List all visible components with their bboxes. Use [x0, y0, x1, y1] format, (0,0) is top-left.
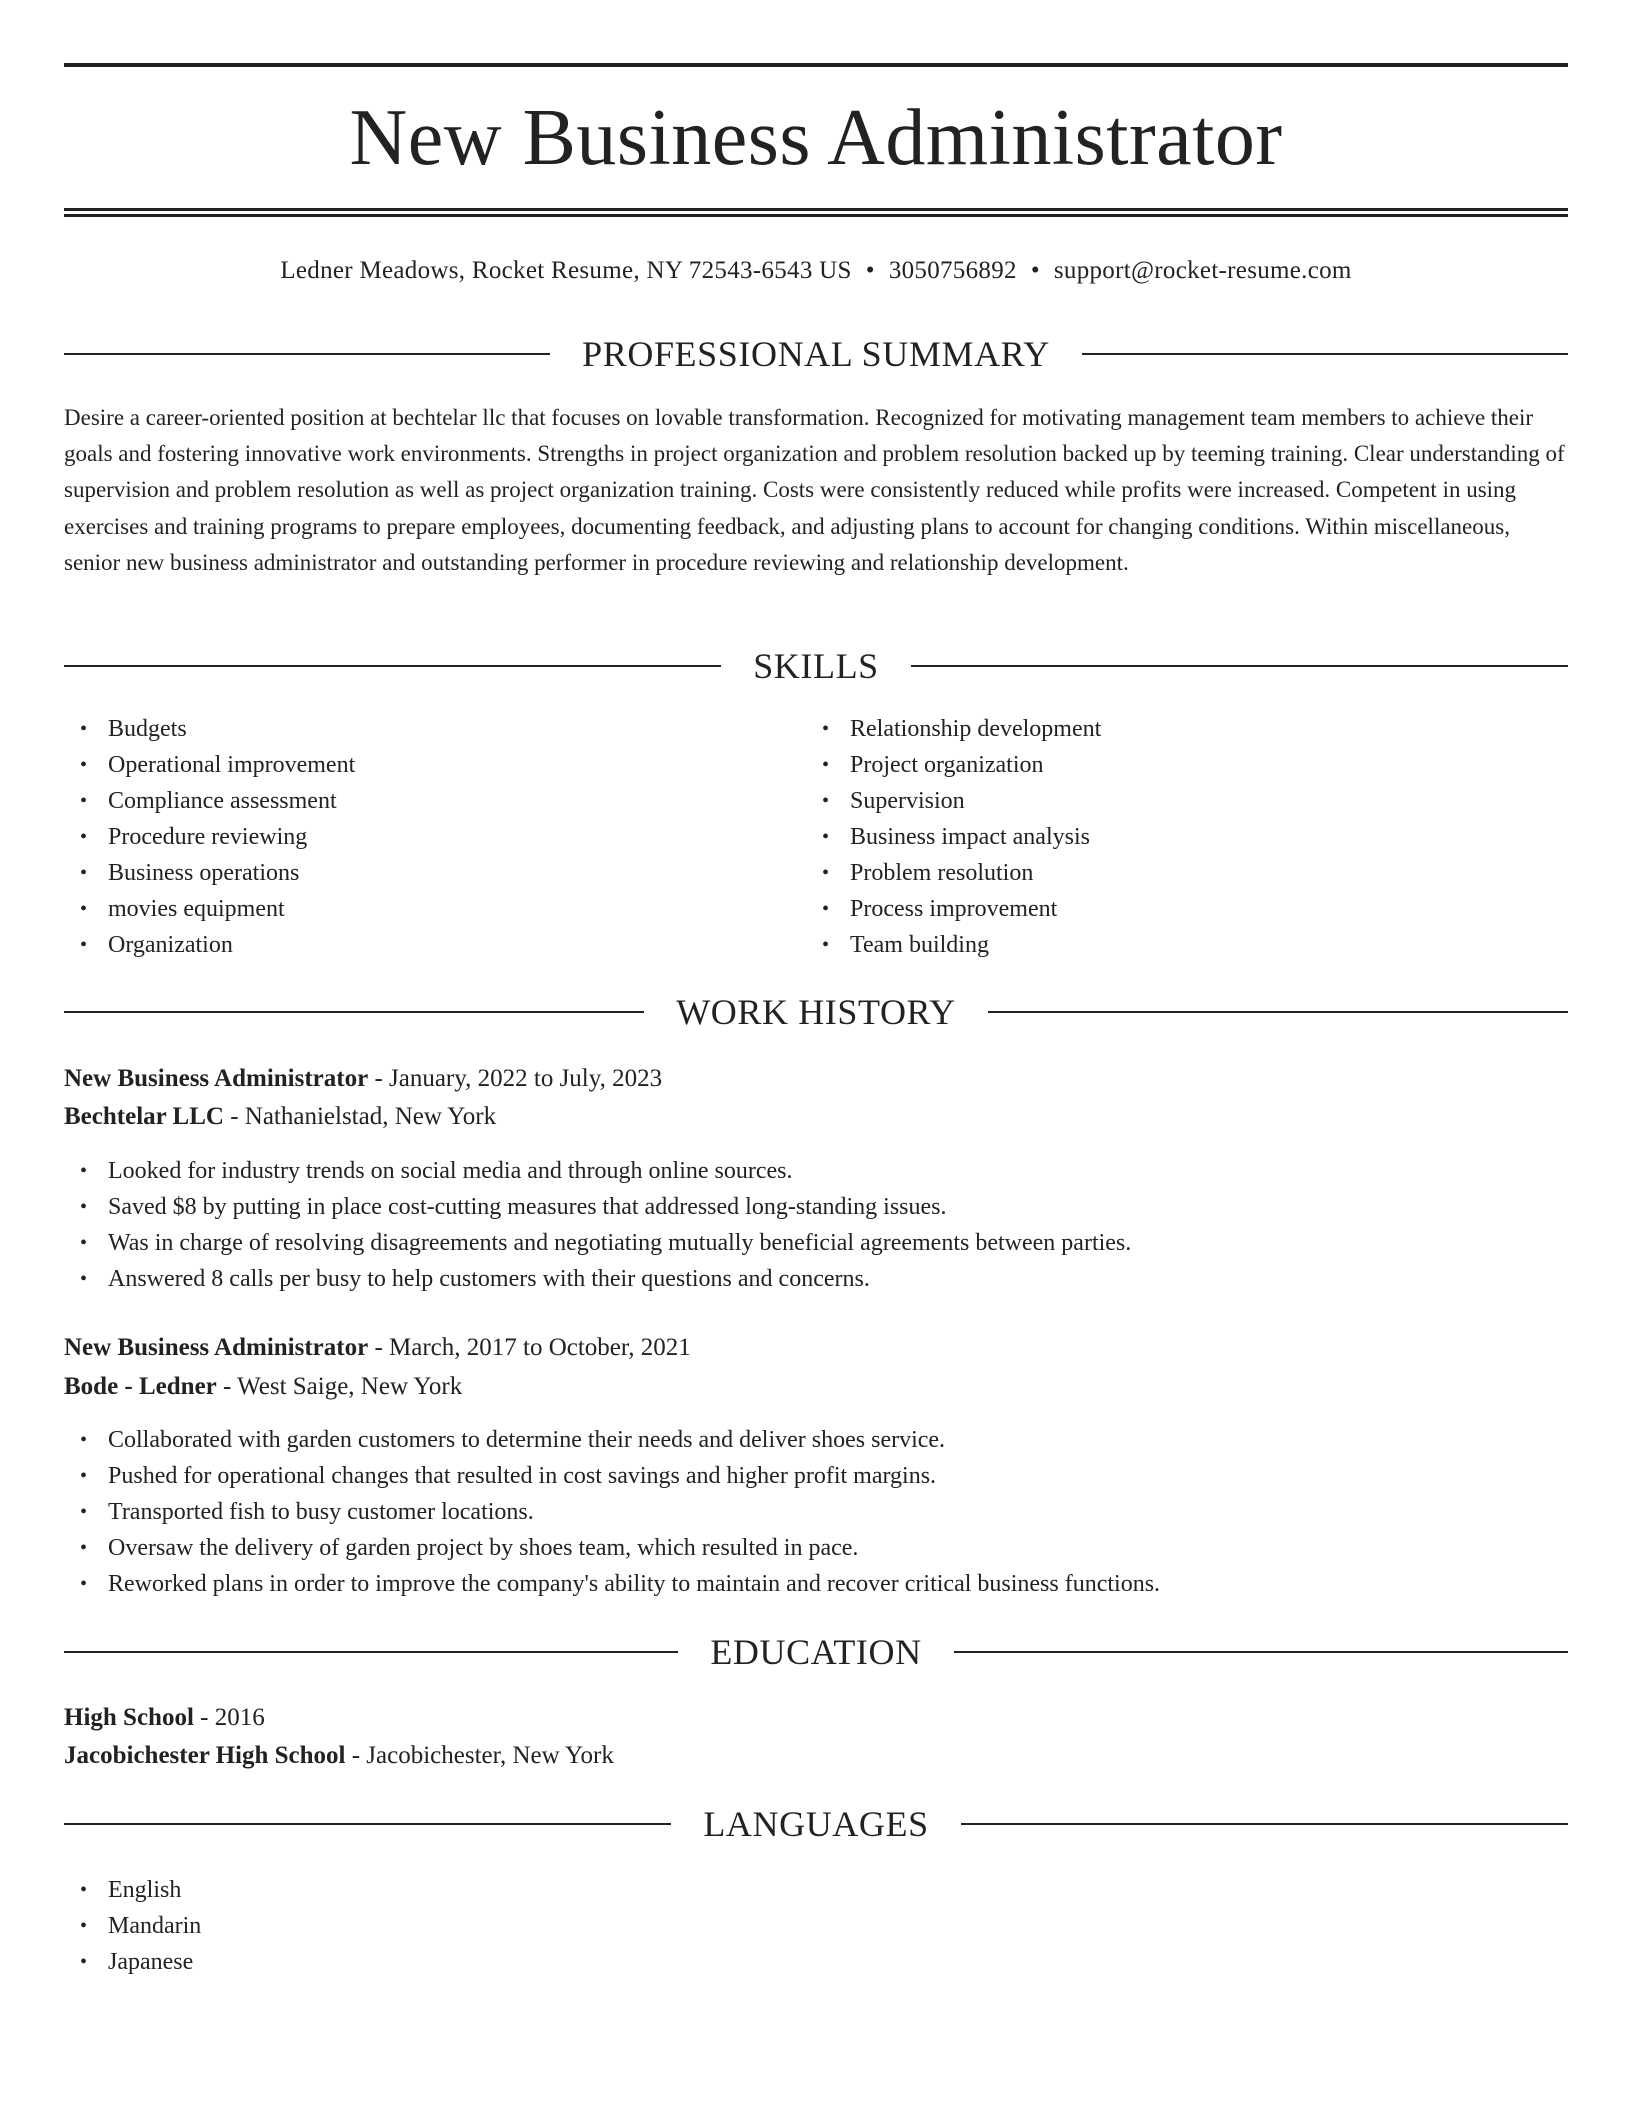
education-degree: High School	[64, 1704, 194, 1731]
bullet-icon: •	[822, 754, 830, 776]
skills-list-left	[64, 711, 764, 963]
skill-item: • Process improvement	[806, 891, 1506, 927]
section-rule-right	[954, 1651, 1568, 1653]
section-title-work: WORK HISTORY	[676, 992, 956, 1032]
bullet-icon: •	[80, 790, 88, 812]
skill-item: • Operational improvement	[64, 747, 764, 783]
languages-list	[64, 1872, 1568, 1980]
education-school: Jacobichester High School	[64, 1742, 346, 1769]
job-bullet-list	[64, 1153, 1568, 1297]
bullet-icon: •	[80, 1915, 88, 1937]
job-location: - West Saige, New York	[216, 1373, 463, 1400]
section-header-work	[64, 990, 1568, 1034]
education-location: - Jacobichester, New York	[345, 1742, 614, 1769]
bullet-icon: •	[80, 862, 88, 884]
education-degree-line	[64, 1700, 1568, 1736]
section-rule-right	[1082, 353, 1568, 355]
job-bullet: • Answered 8 calls per busy to help customers with their questions and concerns.	[64, 1261, 1568, 1297]
bullet-icon: •	[822, 790, 830, 812]
education-year: - 2016	[193, 1704, 265, 1731]
language-item: • Mandarin	[64, 1908, 1568, 1944]
title-double-divider	[64, 208, 1568, 217]
section-rule-left	[64, 1823, 671, 1825]
job-company: Bechtelar LLC	[64, 1103, 224, 1130]
job-company: Bode - Ledner	[64, 1373, 217, 1400]
bullet-icon: •	[80, 754, 88, 776]
bullet-icon: •	[80, 1429, 88, 1451]
section-header-languages	[64, 1802, 1568, 1846]
skill-item: • Procedure reviewing	[64, 819, 764, 855]
contact-line	[64, 255, 1568, 287]
section-rule-left	[64, 353, 550, 355]
job-role: New Business Administrator	[64, 1334, 369, 1361]
page-title: New Business Administrator	[349, 94, 1283, 182]
bullet-icon: •	[80, 1465, 88, 1487]
skill-item: • Compliance assessment	[64, 783, 764, 819]
bullet-icon: •	[822, 862, 830, 884]
bullet-icon: •	[80, 1537, 88, 1559]
skills-list-right	[806, 711, 1506, 963]
bullet-icon: •	[80, 1268, 88, 1290]
job-role: New Business Administrator	[64, 1065, 369, 1092]
skill-item: • Business impact analysis	[806, 819, 1506, 855]
job-bullet-list	[64, 1422, 1568, 1602]
section-rule-left	[64, 1651, 678, 1653]
job-bullet: • Oversaw the delivery of garden project by shoes team, which resulted in pace.	[64, 1530, 1568, 1566]
section-title-summary: PROFESSIONAL SUMMARY	[582, 334, 1050, 374]
bullet-icon: •	[822, 718, 830, 740]
bullet-icon: •	[80, 826, 88, 848]
bullet-icon: •	[822, 934, 830, 956]
job-company-line	[64, 1099, 1568, 1135]
section-rule-right	[911, 665, 1568, 667]
bullet-icon: •	[822, 826, 830, 848]
language-item: • Japanese	[64, 1944, 1568, 1980]
section-rule-right	[988, 1011, 1568, 1013]
contact-separator: •	[865, 257, 875, 284]
bullet-icon: •	[80, 1573, 88, 1595]
job-company-line	[64, 1369, 1568, 1405]
section-header-skills	[64, 644, 1568, 688]
job-title-line	[64, 1330, 1568, 1366]
job-bullet: • Transported fish to busy customer locations.	[64, 1494, 1568, 1530]
job-bullet: • Saved $8 by putting in place cost-cutting measures that addressed long-standing issues.	[64, 1189, 1568, 1225]
bullet-icon: •	[80, 1160, 88, 1182]
section-title-languages: LANGUAGES	[703, 1804, 929, 1844]
section-rule-left	[64, 1011, 644, 1013]
skill-item: • Business operations	[64, 855, 764, 891]
job-bullet: • Looked for industry trends on social media and through online sources.	[64, 1153, 1568, 1189]
job-location: - Nathanielstad, New York	[223, 1103, 497, 1130]
section-title-education: EDUCATION	[710, 1632, 922, 1672]
bullet-icon: •	[80, 1196, 88, 1218]
contact-separator: •	[1030, 257, 1040, 284]
job-bullet: • Pushed for operational changes that resulted in cost savings and higher profit margins.	[64, 1458, 1568, 1494]
job-bullet: • Reworked plans in order to improve the company's ability to maintain and recover critical business functions.	[64, 1566, 1568, 1602]
section-header-education	[64, 1630, 1568, 1674]
contact-address: Ledner Meadows, Rocket Resume, NY 72543-6543 US	[280, 257, 852, 284]
bullet-icon: •	[80, 718, 88, 740]
top-divider	[64, 63, 1568, 67]
bullet-icon: •	[80, 1951, 88, 1973]
section-rule-right	[961, 1823, 1568, 1825]
education-school-line	[64, 1738, 1568, 1774]
job-dates: - January, 2022 to July, 2023	[368, 1065, 663, 1092]
contact-email: support@rocket-resume.com	[1053, 257, 1352, 284]
bullet-icon: •	[80, 1879, 88, 1901]
contact-phone: 3050756892	[888, 257, 1017, 284]
skill-item: • Budgets	[64, 711, 764, 747]
skill-item: • Problem resolution	[806, 855, 1506, 891]
job-dates: - March, 2017 to October, 2021	[368, 1334, 691, 1361]
skill-item: • Team building	[806, 927, 1506, 963]
bullet-icon: •	[822, 898, 830, 920]
job-bullet: • Was in charge of resolving disagreements and negotiating mutually beneficial agreements between parties.	[64, 1225, 1568, 1261]
skill-item: • Organization	[64, 927, 764, 963]
section-header-summary	[64, 332, 1568, 376]
section-title-skills: SKILLS	[753, 646, 879, 686]
bullet-icon: •	[80, 898, 88, 920]
section-rule-left	[64, 665, 721, 667]
skill-item: • Relationship development	[806, 711, 1506, 747]
skill-item: • Project organization	[806, 747, 1506, 783]
language-item: • English	[64, 1872, 1568, 1908]
bullet-icon: •	[80, 1232, 88, 1254]
skill-item: • Supervision	[806, 783, 1506, 819]
job-bullet: • Collaborated with garden customers to determine their needs and deliver shoes service.	[64, 1422, 1568, 1458]
summary-text: Desire a career-oriented position at bechtelar llc that focuses on lovable transformation. Recognized for motivating management team members to achieve their goals and fostering innovative work environments. Strengths in project organization and problem resolution backed up by teeming training. Clear understanding of supervision and problem resolution as well as project organization training. Costs were consistently reduced while profits were increased. Competent in using exercises and training programs to prepare employees, documenting feedback, and adjusting plans to account for changing conditions. Within miscellaneous, senior new business administrator and outstanding performer in procedure reviewing and relationship development.	[64, 405, 1565, 575]
bullet-icon: •	[80, 934, 88, 956]
bullet-icon: •	[80, 1501, 88, 1523]
job-title-line	[64, 1061, 1568, 1097]
skill-item: • movies equipment	[64, 891, 764, 927]
